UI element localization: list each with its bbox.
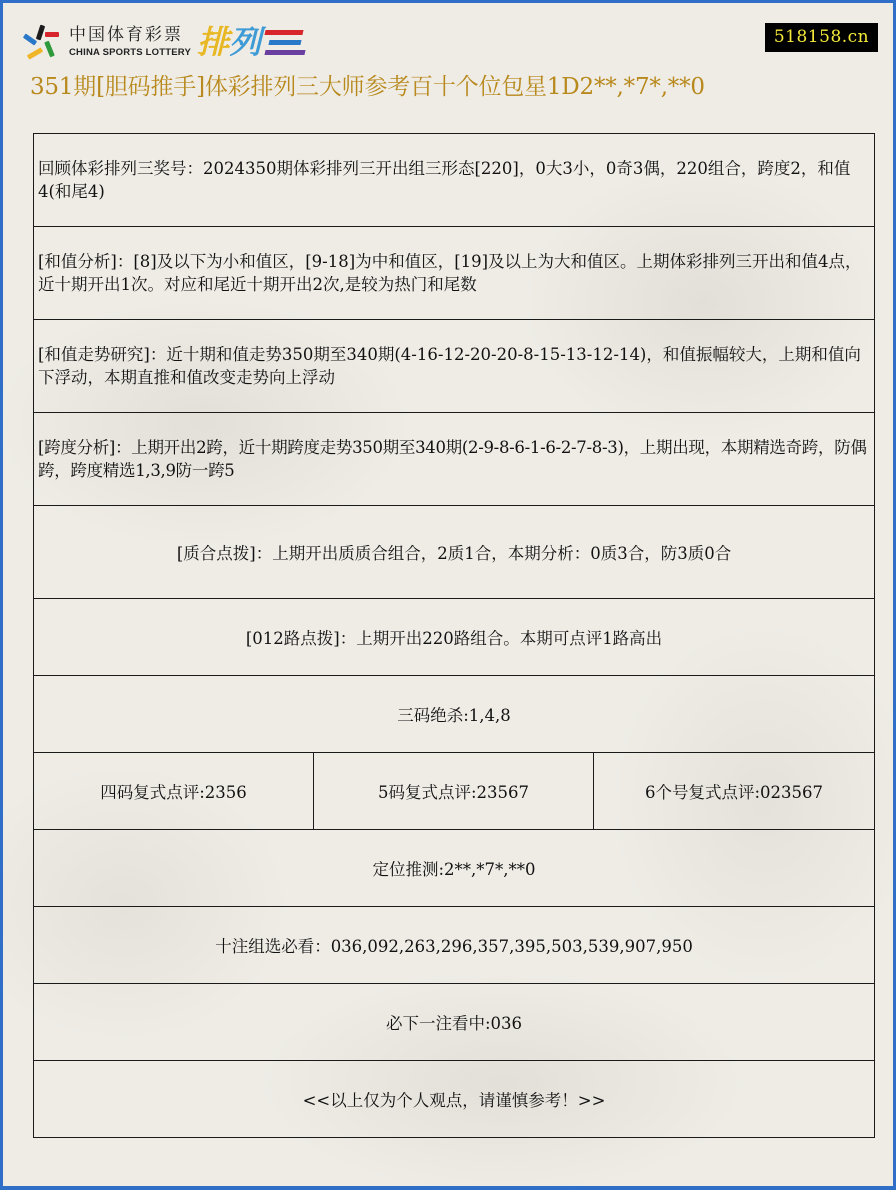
ten-groups-cell: 十注组选必看：036,092,263,296,357,395,503,539,907,950 [34, 907, 875, 984]
table-row [34, 413, 875, 506]
sum-trend-cell: [和值走势研究]：近十期和值走势350期至340期(4-16-12-20-20-8-15-13-12-14)，和值振幅较大，上期和值向下浮动，本期直推和值改变走势向上浮动 [34, 320, 875, 413]
table-row [34, 227, 875, 320]
pailie-san-logo [197, 23, 307, 61]
table-row [34, 599, 875, 676]
route-012-cell: [012路点拨]：上期开出220路组合。本期可点评1路高出 [34, 599, 875, 676]
logo-chinese-text: 中国体育彩票 [69, 24, 183, 45]
logo-game-char-2: 列 [229, 23, 262, 61]
logo-game-char-1: 排 [197, 23, 230, 61]
six-code-multi-cell: 6个号复式点评:023567 [594, 753, 875, 830]
disclaimer-cell: <<以上仅为个人观点，请谨慎参考！>> [34, 1061, 875, 1138]
table-row [34, 830, 875, 907]
five-code-multi-cell: 5码复式点评:23567 [314, 753, 594, 830]
four-code-multi-cell: 四码复式点评:2356 [34, 753, 314, 830]
page-title: 351期[胆码推手]体彩排列三大师参考百十个位包星1D2**,*7*,**0 [30, 74, 705, 100]
table-row [34, 134, 875, 227]
logo-english-text: CHINA SPORTS LOTTERY [69, 46, 192, 58]
span-analysis-cell: [跨度分析]：上期开出2跨，近十期跨度走势350期至340期(2-9-8-6-1-6-2-7-8-3)，上期出现，本期精选奇跨，防偶跨，跨度精选1,3,9防一跨5 [34, 413, 875, 506]
must-one-cell: 必下一注看中:036 [34, 984, 875, 1061]
table-row [34, 753, 875, 830]
prediction-table [33, 133, 875, 1138]
position-guess-cell: 定位推测:2**,*7*,**0 [34, 830, 875, 907]
table-row [34, 984, 875, 1061]
table-row [34, 320, 875, 413]
kill-three-cell: 三码绝杀:1,4,8 [34, 676, 875, 753]
sum-analysis-cell: [和值分析]：[8]及以下为小和值区，[9-18]为中和值区，[19]及以上为大和值区。上期体彩排列三开出和值4点，近十期开出1次。对应和尾近十期开出2次,是较为热门和尾数 [34, 227, 875, 320]
table-row [34, 506, 875, 599]
site-domain-badge[interactable]: 518158.cn [765, 23, 878, 52]
three-bars-icon [265, 27, 307, 57]
review-cell: 回顾体彩排列三奖号：2024350期体彩排列三开出组三形态[220]，0大3小，0奇3偶，220组合，跨度2，和值4(和尾4) [34, 134, 875, 227]
table-row [34, 1061, 875, 1138]
table-row [34, 676, 875, 753]
table-row [34, 907, 875, 984]
lottery-star-icon [21, 21, 63, 63]
prime-composite-cell: [质合点拨]：上期开出质质合组合，2质1合，本期分析：0质3合，防3质0合 [34, 506, 875, 599]
china-sports-lottery-logo [21, 21, 307, 63]
